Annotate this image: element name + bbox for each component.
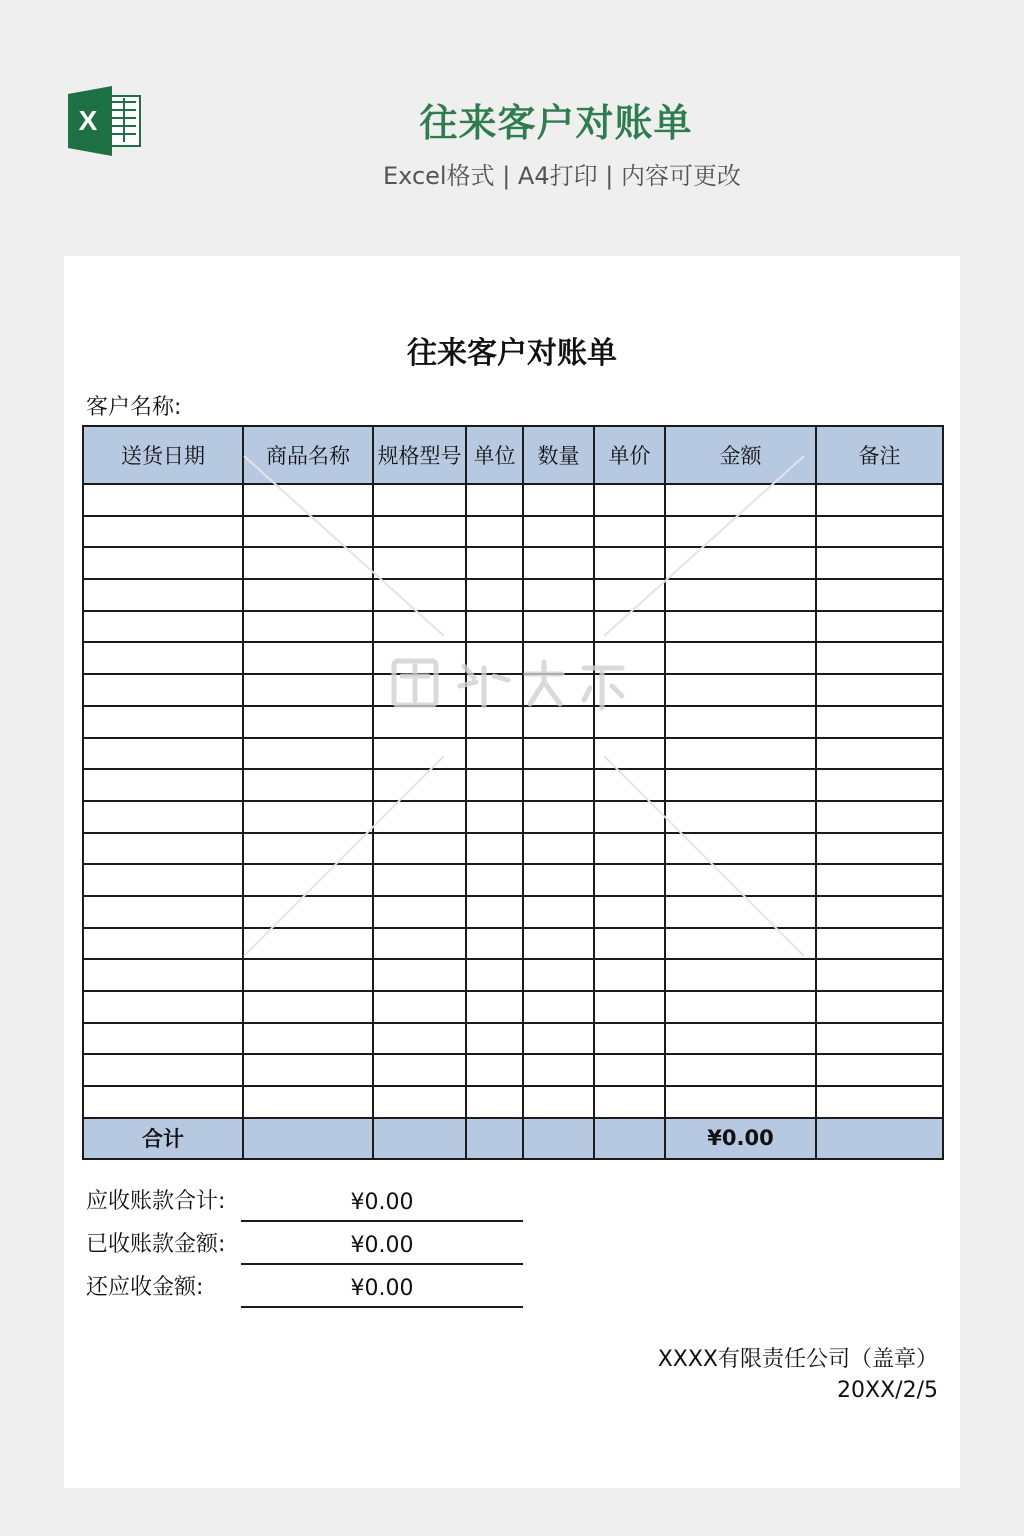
table-cell[interactable] [523, 991, 594, 1023]
page-title: 往来客户对账单 [419, 101, 693, 145]
document-sheet [64, 256, 960, 1488]
total-label: 合计 [83, 1118, 243, 1159]
table-cell[interactable] [466, 769, 523, 801]
table-cell[interactable] [665, 611, 816, 643]
table-cell[interactable] [373, 864, 466, 896]
table-cell[interactable] [816, 896, 943, 928]
table-cell[interactable] [243, 801, 373, 833]
table-cell[interactable] [466, 674, 523, 706]
table-cell[interactable] [665, 959, 816, 991]
table-cell[interactable] [523, 769, 594, 801]
table-row [83, 769, 943, 801]
table-cell[interactable] [466, 959, 523, 991]
table-cell[interactable] [816, 516, 943, 548]
table-cell[interactable] [816, 1023, 943, 1055]
table-cell[interactable] [523, 833, 594, 865]
table-cell[interactable] [523, 1086, 594, 1118]
table-cell[interactable] [665, 642, 816, 674]
summary-receivable-label: 应收账款合计: [86, 1189, 226, 1214]
table-cell[interactable] [665, 769, 816, 801]
summary-receivable-value: ¥0.00 [241, 1186, 523, 1222]
table-row [83, 484, 943, 516]
table-cell[interactable] [373, 959, 466, 991]
table-cell[interactable] [665, 484, 816, 516]
table-row [83, 579, 943, 611]
table-cell[interactable] [243, 642, 373, 674]
table-cell[interactable] [594, 928, 665, 960]
document-date: 20XX/2/5 [837, 1378, 938, 1403]
column-header-amount: 金额 [665, 426, 816, 484]
table-cell[interactable] [594, 611, 665, 643]
svg-text:X: X [78, 105, 98, 136]
table-cell[interactable] [665, 1023, 816, 1055]
table-cell[interactable] [373, 674, 466, 706]
table-cell[interactable] [523, 547, 594, 579]
table-cell[interactable] [816, 801, 943, 833]
page-subtitle: Excel格式 | A4打印 | 内容可更改 [383, 162, 741, 190]
table-cell[interactable] [83, 801, 243, 833]
table-cell[interactable] [523, 801, 594, 833]
table-cell[interactable] [466, 642, 523, 674]
table-cell[interactable] [83, 674, 243, 706]
table-cell[interactable] [243, 928, 373, 960]
summary-received-label: 已收账款金额: [86, 1232, 226, 1257]
table-cell[interactable] [594, 833, 665, 865]
table-cell[interactable] [83, 642, 243, 674]
table-cell[interactable] [523, 1023, 594, 1055]
column-header-product: 商品名称 [243, 426, 373, 484]
table-cell[interactable] [665, 738, 816, 770]
table-row [83, 674, 943, 706]
table-cell[interactable] [523, 928, 594, 960]
table-cell[interactable] [466, 738, 523, 770]
table-cell[interactable] [594, 484, 665, 516]
table-cell[interactable] [466, 1023, 523, 1055]
table-cell[interactable] [83, 579, 243, 611]
table-cell[interactable] [594, 864, 665, 896]
table-cell[interactable] [373, 1086, 466, 1118]
column-header-remark: 备注 [816, 426, 943, 484]
table-cell[interactable] [373, 896, 466, 928]
table-cell[interactable] [594, 991, 665, 1023]
table-cell[interactable] [594, 674, 665, 706]
table-row [83, 959, 943, 991]
table-cell[interactable] [523, 959, 594, 991]
customer-name-label: 客户名称: [86, 395, 182, 420]
total-row [83, 1118, 943, 1159]
table-header-row [83, 426, 943, 484]
total-amount: ¥0.00 [665, 1118, 816, 1159]
table-cell[interactable] [373, 801, 466, 833]
table-cell[interactable] [83, 1086, 243, 1118]
table-cell[interactable] [466, 547, 523, 579]
table-cell[interactable] [523, 579, 594, 611]
table-cell[interactable] [243, 769, 373, 801]
table-cell[interactable] [83, 706, 243, 738]
table-cell[interactable] [243, 611, 373, 643]
table-cell[interactable] [83, 1054, 243, 1086]
table-cell[interactable] [243, 547, 373, 579]
table-cell[interactable] [466, 1086, 523, 1118]
table-cell[interactable] [373, 738, 466, 770]
table-cell[interactable] [816, 484, 943, 516]
table-cell[interactable] [816, 579, 943, 611]
table-cell[interactable] [373, 1054, 466, 1086]
table-cell[interactable] [373, 706, 466, 738]
table-row [83, 516, 943, 548]
summary-outstanding-label: 还应收金额: [86, 1275, 204, 1300]
table-cell[interactable] [373, 769, 466, 801]
table-cell[interactable] [83, 928, 243, 960]
company-seal-text: XXXX有限责任公司（盖章） [657, 1347, 938, 1372]
table-cell[interactable] [665, 928, 816, 960]
table-cell[interactable] [665, 1054, 816, 1086]
table-row [83, 801, 943, 833]
table-cell[interactable] [466, 833, 523, 865]
table-cell[interactable] [83, 896, 243, 928]
table-cell[interactable] [594, 516, 665, 548]
column-header-date: 送货日期 [83, 426, 243, 484]
table-cell[interactable] [243, 484, 373, 516]
table-cell[interactable] [466, 611, 523, 643]
table-cell[interactable] [83, 833, 243, 865]
table-cell[interactable] [665, 801, 816, 833]
table-cell[interactable] [243, 959, 373, 991]
table-cell[interactable] [243, 864, 373, 896]
table-cell[interactable] [523, 706, 594, 738]
table-row [83, 991, 943, 1023]
table-cell[interactable] [523, 1054, 594, 1086]
table-cell[interactable] [373, 1023, 466, 1055]
table-cell[interactable] [243, 516, 373, 548]
table-cell[interactable] [523, 484, 594, 516]
column-header-spec: 规格型号 [373, 426, 466, 484]
table-row [83, 928, 943, 960]
table-cell[interactable] [665, 833, 816, 865]
table-cell[interactable] [83, 991, 243, 1023]
table-row [83, 1023, 943, 1055]
table-cell[interactable] [816, 674, 943, 706]
table-cell[interactable] [816, 833, 943, 865]
table-cell[interactable] [816, 991, 943, 1023]
table-cell[interactable] [594, 959, 665, 991]
table-cell[interactable] [594, 1086, 665, 1118]
table-cell[interactable] [816, 738, 943, 770]
table-cell[interactable] [373, 642, 466, 674]
table-cell[interactable] [466, 864, 523, 896]
table-cell[interactable] [523, 896, 594, 928]
ledger-table [82, 425, 944, 1160]
table-cell[interactable] [816, 769, 943, 801]
table-cell[interactable] [665, 579, 816, 611]
table-cell[interactable] [523, 864, 594, 896]
table-cell[interactable] [466, 516, 523, 548]
table-cell[interactable] [816, 959, 943, 991]
table-cell[interactable] [83, 516, 243, 548]
table-row [83, 896, 943, 928]
table-cell[interactable] [83, 738, 243, 770]
table-cell[interactable] [665, 674, 816, 706]
table-cell[interactable] [523, 642, 594, 674]
column-header-quantity: 数量 [523, 426, 594, 484]
table-cell[interactable] [594, 769, 665, 801]
table-row [83, 547, 943, 579]
table-cell[interactable] [243, 706, 373, 738]
table-row [83, 864, 943, 896]
table-cell[interactable] [373, 484, 466, 516]
table-cell[interactable] [243, 1023, 373, 1055]
table-cell[interactable] [83, 484, 243, 516]
table-cell[interactable] [665, 896, 816, 928]
table-cell[interactable] [466, 484, 523, 516]
table-cell[interactable] [466, 801, 523, 833]
table-cell[interactable] [243, 738, 373, 770]
table-cell[interactable] [243, 1086, 373, 1118]
table-cell[interactable] [665, 991, 816, 1023]
table-cell[interactable] [665, 864, 816, 896]
table-cell[interactable] [816, 642, 943, 674]
table-cell[interactable] [373, 516, 466, 548]
table-cell[interactable] [466, 928, 523, 960]
table-cell[interactable] [523, 516, 594, 548]
table-cell[interactable] [816, 611, 943, 643]
table-cell[interactable] [466, 896, 523, 928]
table-cell[interactable] [665, 1086, 816, 1118]
table-cell[interactable] [83, 959, 243, 991]
table-cell[interactable] [523, 611, 594, 643]
table-cell[interactable] [594, 896, 665, 928]
total-cell[interactable] [594, 1118, 665, 1159]
table-row [83, 706, 943, 738]
total-cell[interactable] [466, 1118, 523, 1159]
table-cell[interactable] [594, 579, 665, 611]
table-cell[interactable] [466, 991, 523, 1023]
table-cell[interactable] [83, 769, 243, 801]
table-cell[interactable] [594, 1054, 665, 1086]
table-row [83, 833, 943, 865]
table-cell[interactable] [665, 547, 816, 579]
table-cell[interactable] [665, 706, 816, 738]
table-cell[interactable] [594, 1023, 665, 1055]
total-cell[interactable] [816, 1118, 943, 1159]
summary-outstanding-value: ¥0.00 [241, 1272, 523, 1308]
table-cell[interactable] [243, 991, 373, 1023]
column-header-price: 单价 [594, 426, 665, 484]
table-cell[interactable] [243, 579, 373, 611]
table-cell[interactable] [816, 928, 943, 960]
table-cell[interactable] [243, 833, 373, 865]
table-row [83, 1086, 943, 1118]
document-title: 往来客户对账单 [407, 336, 617, 371]
table-cell[interactable] [243, 896, 373, 928]
table-cell[interactable] [816, 547, 943, 579]
table-cell[interactable] [83, 1023, 243, 1055]
table-cell[interactable] [466, 579, 523, 611]
table-row [83, 738, 943, 770]
table-cell[interactable] [816, 1086, 943, 1118]
table-cell[interactable] [373, 991, 466, 1023]
table-cell[interactable] [83, 547, 243, 579]
table-cell[interactable] [83, 611, 243, 643]
table-cell[interactable] [373, 579, 466, 611]
table-cell[interactable] [373, 833, 466, 865]
table-cell[interactable] [523, 674, 594, 706]
total-cell[interactable] [523, 1118, 594, 1159]
table-cell[interactable] [594, 547, 665, 579]
table-cell[interactable] [594, 706, 665, 738]
table-cell[interactable] [466, 1054, 523, 1086]
total-cell[interactable] [243, 1118, 373, 1159]
table-cell[interactable] [816, 864, 943, 896]
table-cell[interactable] [373, 928, 466, 960]
table-cell[interactable] [816, 706, 943, 738]
summary-received-value: ¥0.00 [241, 1229, 523, 1265]
table-cell[interactable] [523, 738, 594, 770]
table-cell[interactable] [373, 547, 466, 579]
table-cell[interactable] [665, 516, 816, 548]
table-cell[interactable] [466, 706, 523, 738]
table-cell[interactable] [594, 738, 665, 770]
table-row [83, 1054, 943, 1086]
table-cell[interactable] [243, 674, 373, 706]
table-cell[interactable] [816, 1054, 943, 1086]
column-header-unit: 单位 [466, 426, 523, 484]
table-cell[interactable] [594, 642, 665, 674]
table-body [83, 484, 943, 1118]
table-cell[interactable] [83, 864, 243, 896]
total-cell[interactable] [373, 1118, 466, 1159]
table-cell[interactable] [373, 611, 466, 643]
table-row [83, 642, 943, 674]
table-cell[interactable] [594, 801, 665, 833]
table-cell[interactable] [243, 1054, 373, 1086]
table-row [83, 611, 943, 643]
